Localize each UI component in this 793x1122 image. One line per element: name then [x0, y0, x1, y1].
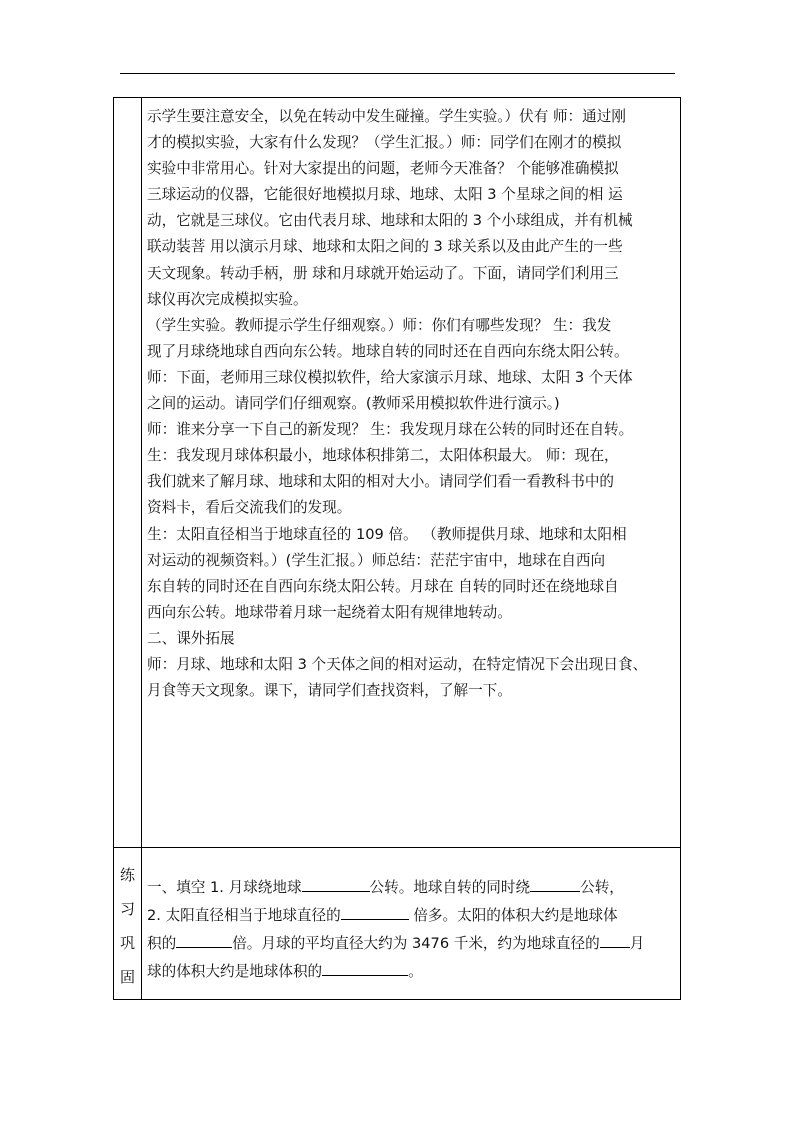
practice-label-char: 巩 [119, 934, 135, 952]
practice-label-char: 习 [119, 900, 135, 918]
practice-text [147, 874, 682, 986]
lesson-table [113, 97, 681, 1000]
lesson-line: 动，它就是三球仪。它由代表月球、地球和太阳的 3 个小球组成，并有机械 [147, 212, 633, 230]
fill-blank[interactable] [302, 875, 370, 892]
lesson-label-cell [114, 98, 142, 847]
lesson-line: 联动装菩 用以演示月球、地球和太阳之间的 3 球关系以及由此产生的一些 [147, 238, 623, 256]
lesson-line: 西向东公转。地球带着月球一起绕着太阳有规律地转动。 [147, 603, 512, 621]
lesson-line: 师：谁来分享一下自己的新发现？ 生：我发现月球在公转的同时还在自转。 [147, 421, 634, 439]
lesson-line: 球仪再次完成模拟实验。 [147, 290, 308, 308]
practice-label-char: 练 [119, 866, 135, 884]
lesson-row [114, 98, 680, 848]
practice-text-segment: 2. 太阳直径相当于地球直径的 [147, 907, 341, 924]
practice-text-segment: 一、填空 1. 月球绕地球 [147, 879, 302, 896]
lesson-line: 示学生要注意安全，以免在转动中发生碰撞。学生实验。）伏有 师：通过刚 [147, 108, 626, 125]
lesson-line: 二、课外拓展 [147, 629, 235, 647]
practice-label-char: 固 [119, 968, 135, 986]
practice-text-segment: 月 [629, 935, 645, 952]
header-rule [120, 73, 675, 74]
lesson-line: 之间的运动。请同学们仔细观察。(教师采用模拟软件进行演示。) [147, 395, 560, 413]
lesson-line: 才的模拟实验，大家有什么发现？（学生汇报。）师：同学们在刚才的模拟 [147, 134, 622, 152]
lesson-line: 生：太阳直径相当于地球直径的 109 倍。 （教师提供月球、地球和太阳相 [147, 525, 627, 543]
lesson-text [147, 104, 680, 704]
lesson-line: 东自转的同时还在自西向东绕太阳公转。月球在 自转的同时还在绕地球自 [147, 577, 619, 595]
practice-content-cell [142, 848, 680, 999]
practice-text-segment: 。 [408, 963, 423, 980]
lesson-line: 师：下面，老师用三球仪模拟软件，给大家演示月球、地球、太阳 3 个天体 [147, 368, 633, 386]
fill-blank[interactable] [341, 903, 409, 920]
lesson-line: 现了月球绕地球自西向东公转。地球自转的同时还在自西向东绕太阳公转。 [147, 342, 629, 360]
practice-text-segment: 倍。月球的平均直径大约为 3476 千米，约为地球直径的 [232, 935, 600, 952]
fill-blank[interactable] [600, 931, 630, 948]
lesson-line: 师：月球、地球和太阳 3 个天体之间的相对运动，在特定情况下会出现日食、 [147, 655, 648, 673]
lesson-line: 三球运动的仪器，它能很好地模拟月球、地球、太阳 3 个星球之间的相 运 [147, 186, 623, 204]
lesson-line: 对运动的视频资料。）(学生汇报。）师总结：茫茫宇宙中，地球在自西向 [147, 551, 606, 569]
practice-label [114, 858, 141, 994]
practice-text-segment: 球的体积大约是地球体积的 [147, 963, 323, 980]
practice-line [147, 902, 682, 930]
practice-line [147, 958, 682, 986]
lesson-line: 我们就来了解月球、地球和太阳的相对大小。请同学们看一看教科书中的 [147, 473, 615, 491]
lesson-line: 天文现象。转动手柄，册 球和月球就开始运动了。下面，请同学们利用三 [147, 264, 619, 282]
practice-text-segment: 公转。地球自转的同时绕 [369, 879, 531, 896]
fill-blank[interactable] [176, 931, 232, 948]
practice-line [147, 874, 682, 902]
practice-text-segment: 积的 [147, 935, 177, 952]
lesson-line: 生：我发现月球体积最小，地球体积排第二，太阳体积最大。 师：现在， [147, 447, 619, 465]
lesson-line: 资料卡，看后交流我们的发现。 [147, 499, 352, 517]
practice-row [114, 848, 680, 999]
practice-label-cell [114, 848, 142, 999]
fill-blank[interactable] [322, 959, 408, 976]
practice-text-segment: 倍多。太阳的体积大约是地球体 [408, 907, 618, 924]
fill-blank[interactable] [530, 875, 580, 892]
lesson-line: （学生实验。教师提示学生仔细观察。）师：你们有哪些发现？ 生：我发 [147, 316, 612, 334]
lesson-line: 实验中非常用心。针对大家提出的问题，老师今天准备？ 个能够准确模拟 [147, 160, 619, 178]
lesson-content-cell [142, 98, 680, 847]
practice-text-segment: 公转， [580, 879, 624, 896]
lesson-line: 月食等天文现象。课下，请同学们查找资料，了解一下。 [147, 682, 512, 700]
practice-line [147, 930, 682, 958]
